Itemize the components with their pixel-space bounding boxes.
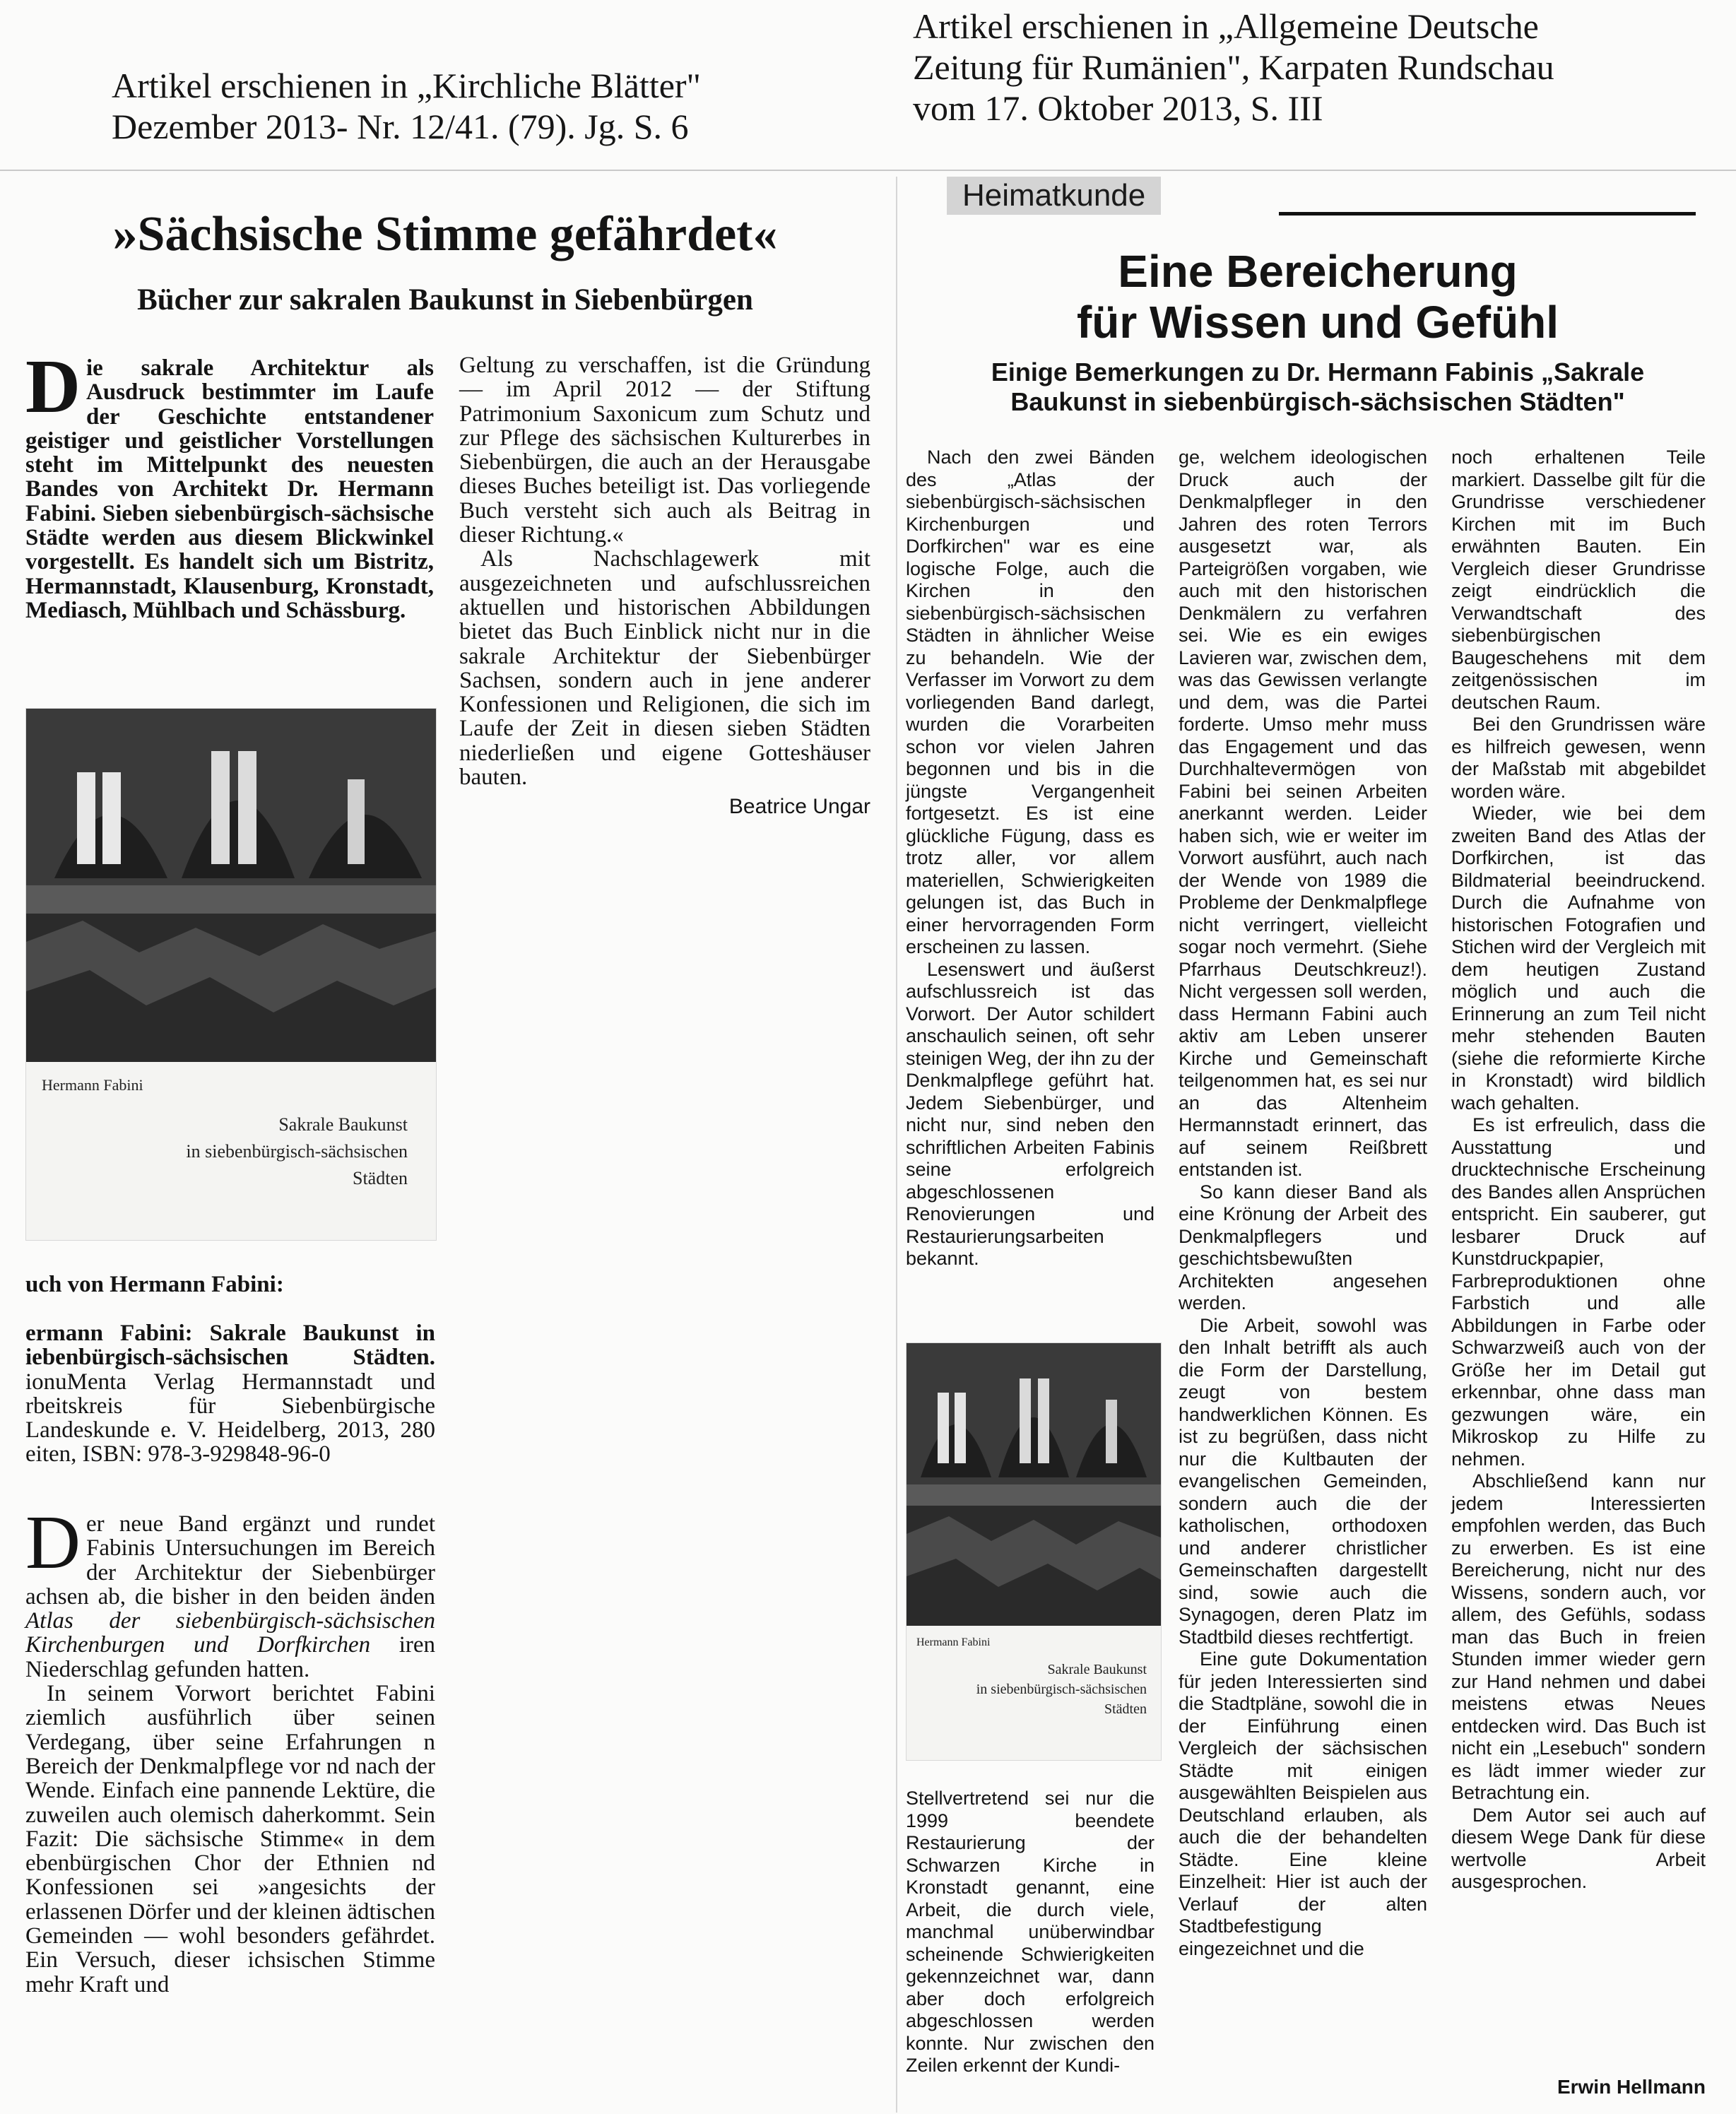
- p2-drop-cap: D: [25, 1501, 81, 1585]
- right-body-column-1-lower: [906, 1788, 1155, 2077]
- left-article-signature: Beatrice Ungar: [728, 795, 870, 819]
- col2-paragraph-2: Als Nachschlagewerk mit ausgezeichneten und aufschlussreichen aktuellen und historischen Abbildungen bietet das Buch Einblick nicht nur in die sakrale Architektur der Siebenbürger Sachsen, sondern auch in jene anderer Konfessionen und Religionen, die sich im Laufe der Zeit in diesen sieben Städten niederließen und eigene Gotteshäuser bauten.: [459, 546, 870, 791]
- lead-text: ie sakrale Architektur als Ausdruck bestimmter im Laufe der Geschichte entstandener geistiger und geistlicher Vorstellungen steht im Mittelpunkt des neuesten Bandes von Architekt Dr. Hermann Fabini. Sieben siebenbürgisch-sächsische Städte werden aus diesem Blickwinkel vorgestellt. Es handelt sich um Bistritz, Hermannstadt, Klausenburg, Kronstadt, Mediasch, Mühlbach und Schässburg.: [25, 355, 434, 623]
- left-cover-title-line-3: Städten: [353, 1168, 408, 1188]
- left-lead-paragraph: [25, 345, 434, 623]
- column-gutter-line: [896, 177, 897, 2113]
- body-paragraph-2: [25, 1501, 435, 1682]
- left-source-caption: [112, 65, 790, 147]
- right-article-subtitle: [911, 358, 1724, 417]
- book-info: [25, 1321, 435, 1467]
- p2-text-b: iren Niederschlag gefunden hatten.: [25, 1632, 435, 1682]
- right-subtitle-line-1: Einige Bemerkungen zu Dr. Hermann Fabinis „Sakrale: [991, 358, 1645, 386]
- r-col3-paragraph-6: Dem Autor sei auch auf diesem Wege Dank für diese wertvolle Arbeit ausgesprochen.: [1451, 1804, 1706, 1892]
- r-col1-paragraph-3: Stellvertretend sei nur die 1999 beendete Restaurierung der Schwarzen Kirche in Kronstadt genannt, eine Arbeit, die durch viele, manchmal unüberwindbar scheinende Schwierigkeiten gekennzeichnet war, dann aber doch erfolgreich abgeschlossen werden konnte. Nur zwischen den Zeilen erkennt der Kundi-: [906, 1788, 1155, 2076]
- left-body-column-lower: [25, 1501, 436, 1997]
- right-body-column-2: [1179, 447, 1427, 1960]
- church-interior-photo-small: [907, 1343, 1161, 1626]
- col2-paragraph-1: Geltung zu verschaffen, ist die Gründung — im April 2012 — der Stiftung Patrimonium Saxonicum zum Schutz und zur Pflege des sächsischen Kulturerbes in Siebenbürgen, die auch an der Herausgabe dieses Buches beteiligt ist. Das vorliegende Buch versteht sich auch als Beitrag in dieser Richtung.«: [459, 353, 870, 548]
- p2-text-a: er neue Band ergänzt und rundet Fabinis Untersuchungen im Bereich der Architektur der Siebenbürger achsen ab, die bisher in den beiden änden: [25, 1511, 435, 1610]
- right-title-line-2: für Wissen und Gefühl: [1076, 297, 1559, 348]
- book-info-title: ermann Fabini: Sakrale Baukunst in iebenbürgisch-sächsischen Städten.: [25, 1321, 435, 1371]
- right-cover-title-line-3: Städten: [1104, 1701, 1147, 1717]
- right-body-column-3: [1451, 447, 1706, 1894]
- right-body-column-1: [906, 447, 1155, 1270]
- right-caption-line-1: Artikel erschienen in „Allgemeine Deutsche: [913, 6, 1539, 46]
- r-col3-paragraph-5: Abschließend kann nur jedem Interessierten empfohlen werden, das Buch zu erwerben. Es ist eine Bereicherung, nicht nur des Wissens, sondern auch, vor allem, des Gefühls, sodass man das Buch in freien Stunden immer wieder gern zur Hand nehmen und dabei meistens etwas Neues entdecken wird. Das Buch ist nicht ein „Lesebuch" sondern es lädt immer wieder zur Betrachtung ein.: [1451, 1470, 1706, 1803]
- r-col3-paragraph-1: noch erhaltenen Teile markiert. Dasselbe gilt für die Grundrisse verschiedener Kirchen mit im Buch erwähnten Bauten. Ein Vergleich dieser Grundrisse zeigt eindrücklich die Verwandtschaft des siebenbürgischen Baugeschehens mit dem zeitgenössischen im deutschen Raum.: [1451, 447, 1706, 713]
- right-article-title: [911, 246, 1724, 348]
- right-subtitle-line-2: Baukunst in siebenbürgisch-sächsischen Städten": [1010, 387, 1625, 416]
- r-col2-paragraph-3: Die Arbeit, sowohl was den Inhalt betrifft als auch die Form der Darstellung, zeugt von bestem handwerklichen Können. Es ist zu begrüßen, dass nicht nur die Kultbauten der evangelischen Gemeinden, sondern auch die der katholischen, orthodoxen und anderer christlicher Gemeinschaften dargestellt sind, sowie auch die Synagogen, deren Platz im Stadtbild dieses rechtfertigt.: [1179, 1314, 1427, 1648]
- atlas-title-italic: Atlas der siebenbürgisch-sächsischen Kirchenburgen und Dorfkirchen: [25, 1608, 435, 1658]
- right-caption-line-2: Zeitung für Rumänien", Karpaten Rundschau: [913, 47, 1554, 87]
- book-heading: uch von Hermann Fabini:: [25, 1272, 284, 1297]
- right-source-caption: [913, 6, 1725, 129]
- r-col2-paragraph-4: Eine gute Dokumentation für jeden Interessierten sind die Stadtpläne, sowohl die in der Einführung einen Vergleich der sächsischen Städte mit einigen ausgewählten Beispielen aus Deutschland erlauben, als auch die der behandelten Städte. Eine kleine Einzelheit: Hier ist auch der Verlauf der alten Stadtbefestigung eingezeichnet und die: [1179, 1648, 1427, 1959]
- r-col3-paragraph-4: Es ist erfreulich, dass die Ausstattung und drucktechnische Erscheinung des Bandes allen Ansprüchen entspricht. Ein sauberer, gut lesbarer Druck auf Kunstdruckpapier, Farbreproduktionen ohne Farbstich und alle Abbildungen in Farbe oder Schwarzweiß auch von der Größe her im Detail gut erkennbar, ohne dass man gezwungen wäre, ein Mikroskop zu Hilfe zu nehmen.: [1451, 1114, 1706, 1470]
- left-cover-title: [186, 1111, 408, 1192]
- r-col3-paragraph-3: Wieder, wie bei dem zweiten Band des Atlas der Dorfkirchen, ist das Bildmaterial beeindruckend. Durch die Aufnahme von historischen Fotografien und Stichen wird der Vergleich mit dem heutigen Zustand möglich und auch die Erinnerung an zum Teil nicht mehr stehenden Bauten (siehe die reformierte Kirche in Kronstadt) wird bildlich wach gehalten.: [1451, 803, 1706, 1114]
- left-book-cover: [25, 708, 437, 1241]
- lead-drop-cap: D: [25, 345, 81, 429]
- r-col1-paragraph-2: Lesenswert und äußerst aufschlussreich ist das Vorwort. Der Autor schildert anschaulich seinen, oft sehr steinigen Weg, der ihn zu der Denkmalpflege geführt hat. Jedem Siebenbürger, und nicht nur, sind neben den schriftlichen Arbeiten Fabinis seine erfolgreich abgeschlossenen Renovierungen und Restaurierungsarbeiten bekannt.: [906, 958, 1155, 1269]
- right-book-cover: [906, 1342, 1162, 1761]
- left-article-title: »Sächsische Stimme gefährdet«: [112, 207, 778, 261]
- body-paragraph-3: In seinem Vorwort berichtet Fabini ziemlich ausführlich über seinen Verdegang, über seine Erfahrungen n Bereich der Denkmalpflege vor nd nach der Wende. Einfach eine pannende Lektüre, die zuweilen auch olemisch daherkommt. Sein Fazit: Die sächsische Stimme« in dem ebenbürgischen Chor der Ethnien nd Konfessionen sei »angesichts der erlassenen Dörfer und der kleinen ädtischen Gemeinden — wohl besonders gefährdet. Ein Versuch, dieser ichsischen Stimme mehr Kraft und: [25, 1681, 436, 1997]
- left-cover-title-line-1: Sakrale Baukunst: [278, 1114, 408, 1135]
- left-body-column-2: [459, 353, 870, 820]
- section-kicker: Heimatkunde: [947, 177, 1161, 215]
- left-cover-author: Hermann Fabini: [42, 1076, 143, 1094]
- r-col1-paragraph-1: Nach den zwei Bänden des „Atlas der siebenbürgisch-sächsischen Kirchenburgen und Dorfkirchen" war es eine logische Folge, auch die Kirchen in den siebenbürgisch-sächsischen Städten in ähnlicher Weise zu behandeln. Wie der Verfasser im Vorwort zu dem vorliegenden Band darlegt, wurden die Vorarbeiten schon vor vielen Jahren begonnen und bis in die jüngste Vergangenheit fortgesetzt. Es ist eine glückliche Fügung, dass es trotz aller, vor allem materiellen, Schwierigkeiten gelungen ist, das Buch in einer hervorragenden Form erscheinen zu lassen.: [906, 447, 1155, 957]
- right-article-author: Erwin Hellmann: [1557, 2076, 1706, 2098]
- left-article-subtitle: Bücher zur sakralen Baukunst in Siebenbürgen: [137, 283, 753, 317]
- church-interior-photo: [26, 709, 436, 1062]
- kicker-rule: [1279, 212, 1696, 215]
- left-caption-line-2: Dezember 2013- Nr. 12/41. (79). Jg. S. 6: [112, 107, 689, 146]
- r-col2-paragraph-2: So kann dieser Band als eine Krönung der Arbeit des Denkmalpflegers und geschichtsbewußten Architekten angesehen werden.: [1179, 1181, 1427, 1313]
- r-col3-paragraph-2: Bei den Grundrissen wäre es hilfreich gewesen, wenn der Maßstab mit abgebildet worden wäre.: [1451, 714, 1706, 802]
- right-cover-title-line-2: in siebenbürgisch-sächsischen: [976, 1682, 1147, 1697]
- r-col2-paragraph-1: ge, welchem ideologischen Druck auch der Denkmalpfleger in den Jahren des roten Terrors ausgesetzt war, als Parteigrößen vorgaben, wie auch mit den historischen Denkmälern zu verfahren sei. Wie es ein ewiges Lavieren war, zwischen dem, was das Gewissen verlangte und dem, was die Partei forderte. Umso mehr muss das Engagement und das Durchhaltevermögen von Fabini bei seinen Arbeiten anerkannt werden. Leider haben sich, wie er weiter im Vorwort ausführt, auch nach der Wende von 1989 die Probleme der Denkmalpflege nicht verringert, vielleicht sogar noch vermehrt. (Siehe Pfarrhaus Deutschkreuz!). Nicht vergessen soll werden, dass Hermann Fabini auch aktiv am Leben unserer Kirche und Gemeinschaft teilgenommen hat, es sei nur an das Altenheim Hermannstadt erinnert, das auf seinem Reißbrett entstanden ist.: [1179, 447, 1427, 1180]
- book-info-details: ionuMenta Verlag Hermannstadt und rbeitskreis für Siebenbürgische Landeskunde e. V. Heidelberg, 2013, 280 eiten, ISBN: 978-3-929848-96-0: [25, 1369, 435, 1468]
- paste-edge-line: [0, 170, 1736, 171]
- right-cover-title-line-1: Sakrale Baukunst: [1047, 1662, 1147, 1677]
- left-cover-title-line-2: in siebenbürgisch-sächsischen: [186, 1141, 408, 1162]
- right-caption-line-3: vom 17. Oktober 2013, S. III: [913, 88, 1323, 128]
- right-cover-author: Hermann Fabini: [916, 1636, 991, 1648]
- left-caption-line-1: Artikel erschienen in „Kirchliche Blätter": [112, 66, 701, 105]
- right-cover-title: [976, 1660, 1147, 1719]
- right-title-line-1: Eine Bereicherung: [1118, 246, 1518, 297]
